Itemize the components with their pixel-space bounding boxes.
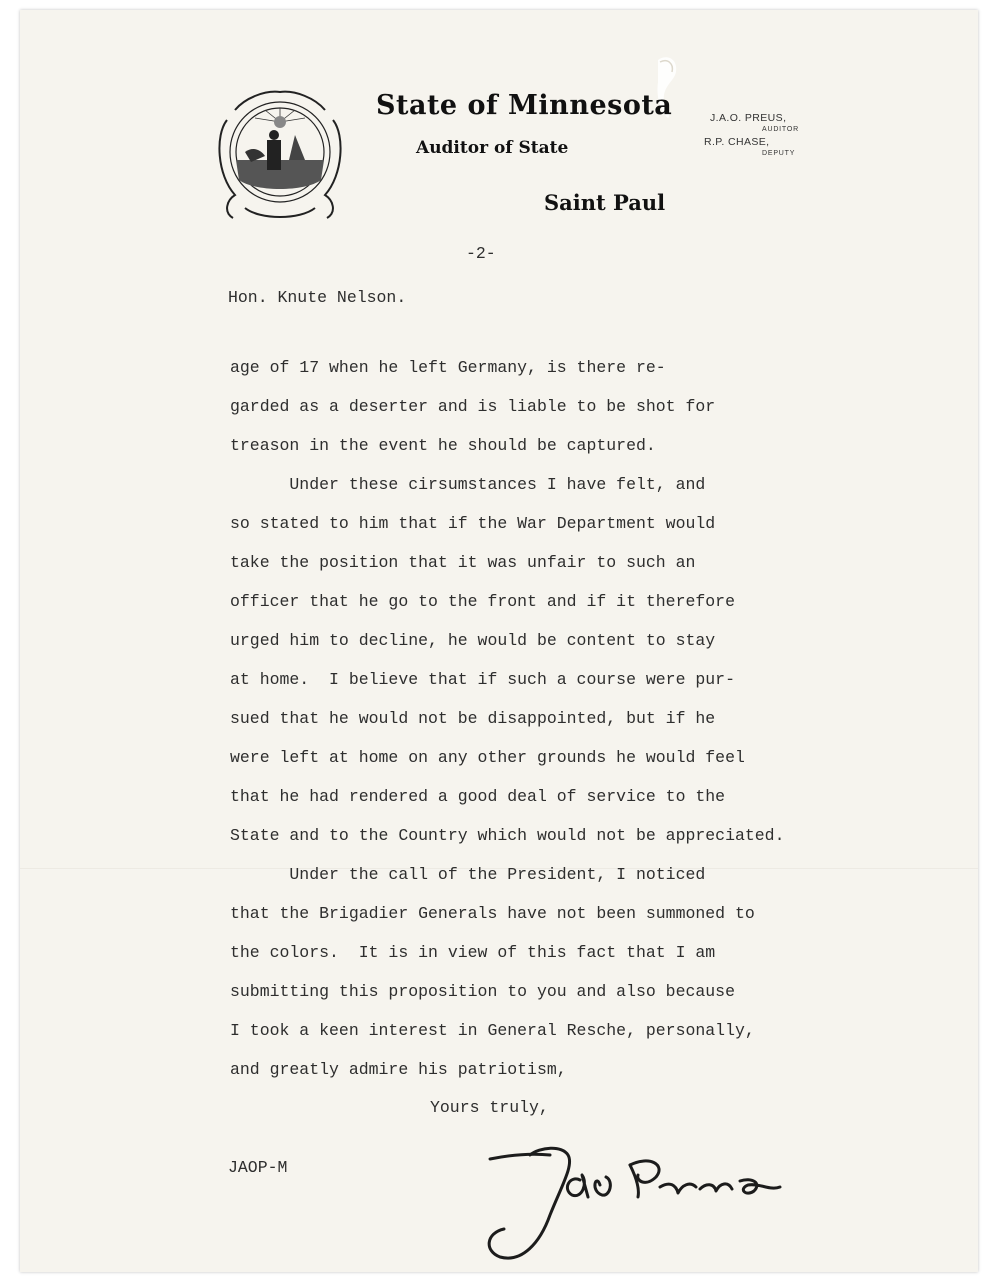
body-line: the colors. It is in view of this fact that I am: [230, 943, 716, 962]
body-line: age of 17 when he left Germany, is there re-: [230, 358, 666, 377]
state-seal-icon: [205, 80, 355, 230]
letterhead-title: State of Minnesota: [376, 90, 673, 121]
body-line: and greatly admire his patriotism,: [230, 1060, 567, 1079]
body-line: at home. I believe that if such a course were pur-: [230, 670, 735, 689]
body-line: Under these cirsumstances I have felt, and: [230, 475, 706, 494]
body-line: urged him to decline, he would be content to stay: [230, 631, 716, 650]
body-line: that the Brigadier Generals have not been summoned to: [230, 904, 755, 923]
body-line: sued that he would not be disappointed, but if he: [230, 709, 716, 728]
letterhead-city: Saint Paul: [544, 190, 666, 215]
body-line: submitting this proposition to you and also because: [230, 982, 735, 1001]
body-line: State and to the Country which would not be appreciated.: [230, 826, 785, 845]
letterhead-department: Auditor of State: [416, 138, 569, 158]
body-line: officer that he go to the front and if it therefore: [230, 592, 735, 611]
body-line: were left at home on any other grounds he would feel: [230, 748, 745, 767]
body-line: Under the call of the President, I noticed: [230, 865, 706, 884]
body-line: treason in the event he should be captured.: [230, 436, 656, 455]
officer-name-auditor: J.A.O. PREUS,: [710, 112, 787, 124]
body-line: so stated to him that if the War Department would: [230, 514, 716, 533]
reference-initials: JAOP-M: [228, 1158, 288, 1177]
body-line: garded as a deserter and is liable to be shot for: [230, 397, 716, 416]
officer-name-deputy: R.P. CHASE,: [704, 136, 770, 148]
body-line: take the position that it was unfair to such an: [230, 553, 696, 572]
body-line: that he had rendered a good deal of service to the: [230, 787, 726, 806]
handwritten-signature-icon: [470, 1125, 840, 1270]
officer-title-auditor: AUDITOR: [762, 126, 799, 133]
officer-title-deputy: DEPUTY: [762, 150, 796, 157]
page-number: -2-: [466, 244, 496, 263]
letter-page: [20, 10, 978, 1272]
salutation: Hon. Knute Nelson.: [228, 288, 407, 307]
closing: Yours truly,: [430, 1098, 549, 1117]
body-line: I took a keen interest in General Resche, personally,: [230, 1021, 755, 1040]
